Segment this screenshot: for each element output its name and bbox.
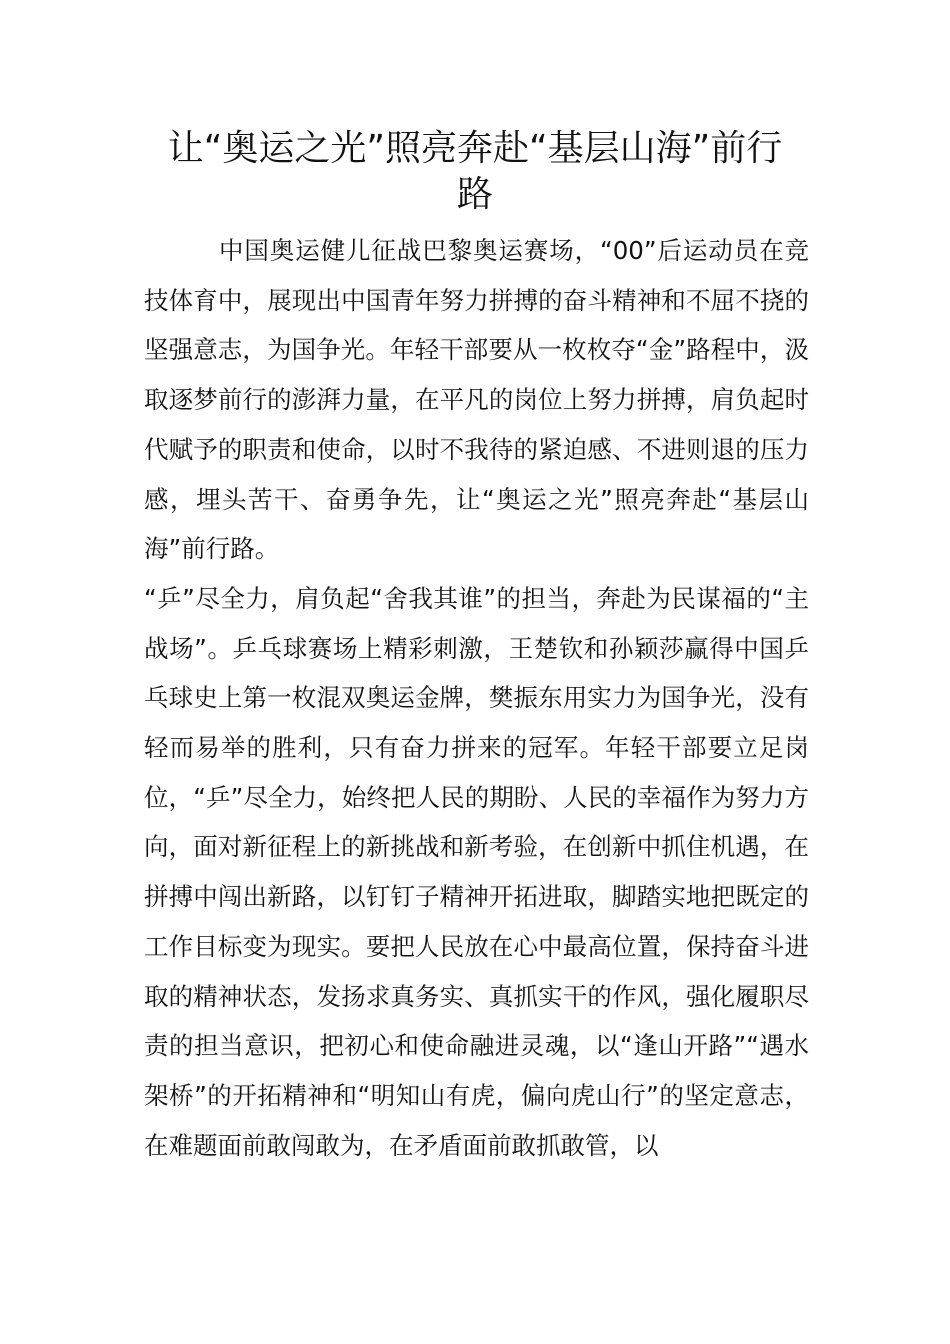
paragraph-pingpong: “乒”尽全力，肩负起“舍我其谁”的担当，奔赴为民谋福的“主战场”。乒乓球赛场上精彩刺激，王楚钦和孙颖莎赢得中国乒乓球史上第一枚混双奥运金牌，樊振东用实力为国争光，没有轻而易举的胜利，只有奋力拼来的冠军。年轻干部要立足岗位，“乒”尽全力，始终把人民的期盼、人民的幸福作为努力方向，面对新征程上的新挑战和新考验，在创新中抓住机遇，在拼搏中闯出新路，以钉钉子精神开拓进取，脚踏实地把既定的工作目标变为现实。要把人民放在心中最高位置，保持奋斗进取的精神状态，发扬求真务实、真抓实干的作风，强化履职尽责的担当意识，把初心和使命融进灵魂，以“逢山开路”“遇水架桥”的开拓精神和“明知山有虎，偏向虎山行”的坚定意志，在难题面前敢闯敢为，在矛盾面前敢抓敢管，以	[144, 583, 809, 1160]
document-title: 让“奥运之光”照亮奔赴“基层山海”前行路	[167, 128, 783, 215]
document-body	[144, 226, 809, 1170]
paragraph-intro: 中国奥运健儿征战巴黎奥运赛场，“00”后运动员在竞技体育中，展现出中国青年努力拼搏的奋斗精神和不屈不挠的坚强意志，为国争光。年轻干部要从一枚枚夺“金”路程中，汲取逐梦前行的澎湃力量，在平凡的岗位上努力拼搏，肩负起时代赋予的职责和使命，以时不我待的紧迫感、不进则退的压力感，埋头苦干、奋勇争先，让“奥运之光”照亮奔赴“基层山海”前行路。	[144, 236, 809, 564]
